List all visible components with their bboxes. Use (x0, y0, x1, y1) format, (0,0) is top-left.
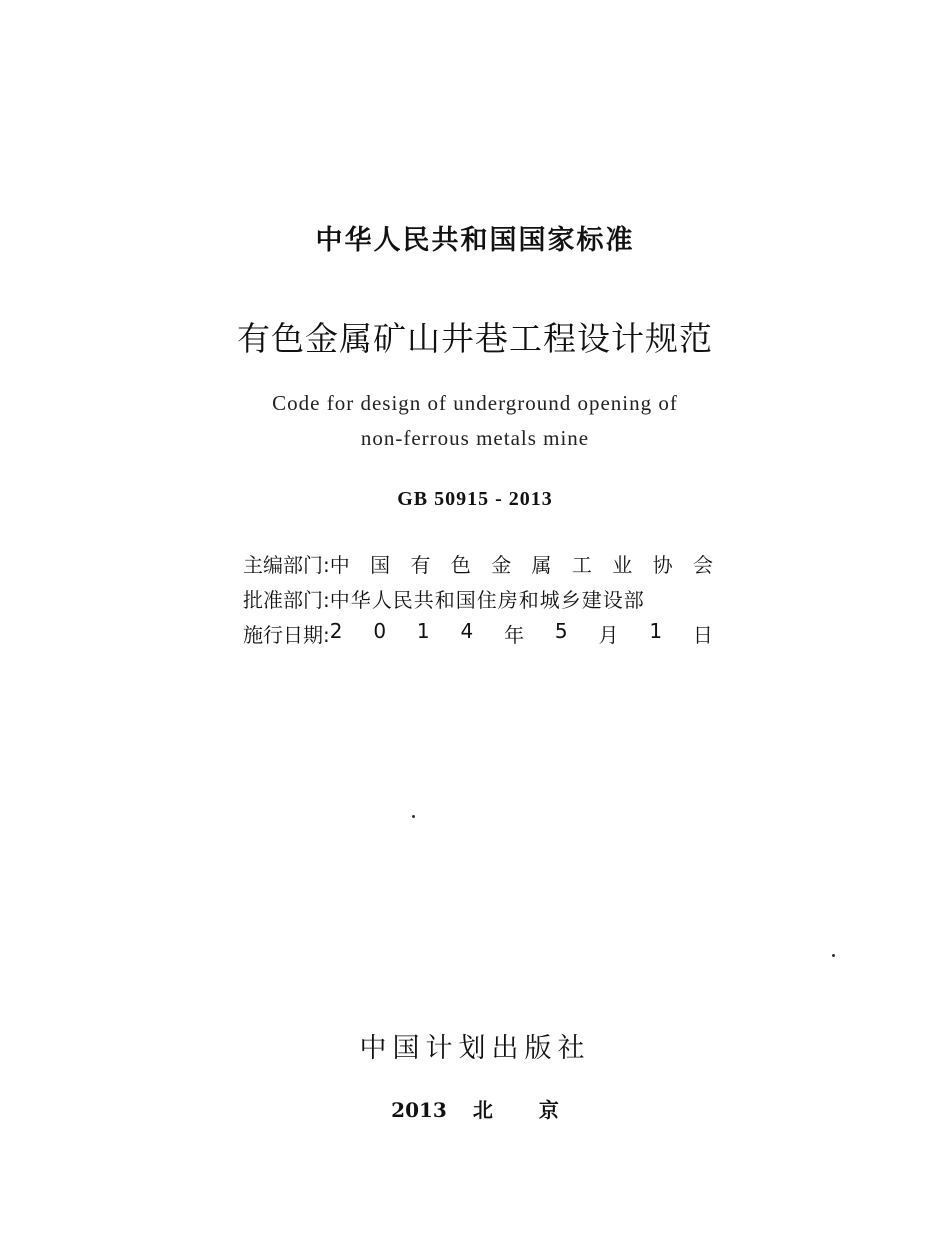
publication-year: 2013 (391, 1098, 447, 1122)
editor-value (330, 549, 713, 578)
approver-row (243, 581, 713, 616)
editor-char: 会 (692, 553, 713, 577)
title-chinese: 有色金属矿山井巷工程设计规范 (237, 319, 713, 358)
editor-char: 属 (531, 553, 552, 577)
publisher-name: 中国计划出版社 (359, 1033, 591, 1064)
editor-char: 工 (571, 553, 592, 577)
editor-char: 国 (370, 553, 391, 577)
approver-value: 中华人民共和国住房和城乡建设部 (329, 588, 645, 612)
editor-char: 金 (491, 553, 512, 577)
date-char: 2 (329, 619, 343, 643)
date-row (243, 616, 713, 651)
title-english-line-1: Code for design of underground opening of (272, 391, 678, 415)
title-english-line-2: non-ferrous metals mine (360, 426, 590, 450)
editor-char: 有 (410, 553, 431, 577)
date-char: 4 (460, 619, 474, 643)
publication-city-char-1: 北 (472, 1098, 493, 1122)
info-block (243, 546, 713, 651)
date-char: 年 (504, 623, 525, 647)
editor-char: 色 (450, 553, 471, 577)
date-char: 日 (692, 623, 713, 647)
standard-code: GB 50915 - 2013 (397, 488, 553, 510)
date-value (330, 619, 713, 648)
date-char: 5 (554, 619, 568, 643)
editor-char: 协 (652, 553, 673, 577)
scan-speck (412, 815, 415, 818)
date-char: 1 (649, 619, 663, 643)
approver-label: 批准部门: (243, 588, 330, 612)
publication-city-char-2: 京 (538, 1098, 559, 1122)
national-standard-heading: 中华人民共和国国家标准 (315, 225, 635, 256)
date-char: 0 (373, 619, 387, 643)
editor-label: 主编部门: (243, 553, 330, 577)
editor-char: 中 (329, 553, 350, 577)
editor-char: 业 (612, 553, 633, 577)
scan-speck (832, 954, 835, 957)
date-label: 施行日期: (243, 623, 330, 647)
date-char: 1 (416, 619, 430, 643)
editor-row (243, 546, 713, 581)
date-char: 月 (598, 623, 619, 647)
publication-year-city (0, 1094, 950, 1123)
